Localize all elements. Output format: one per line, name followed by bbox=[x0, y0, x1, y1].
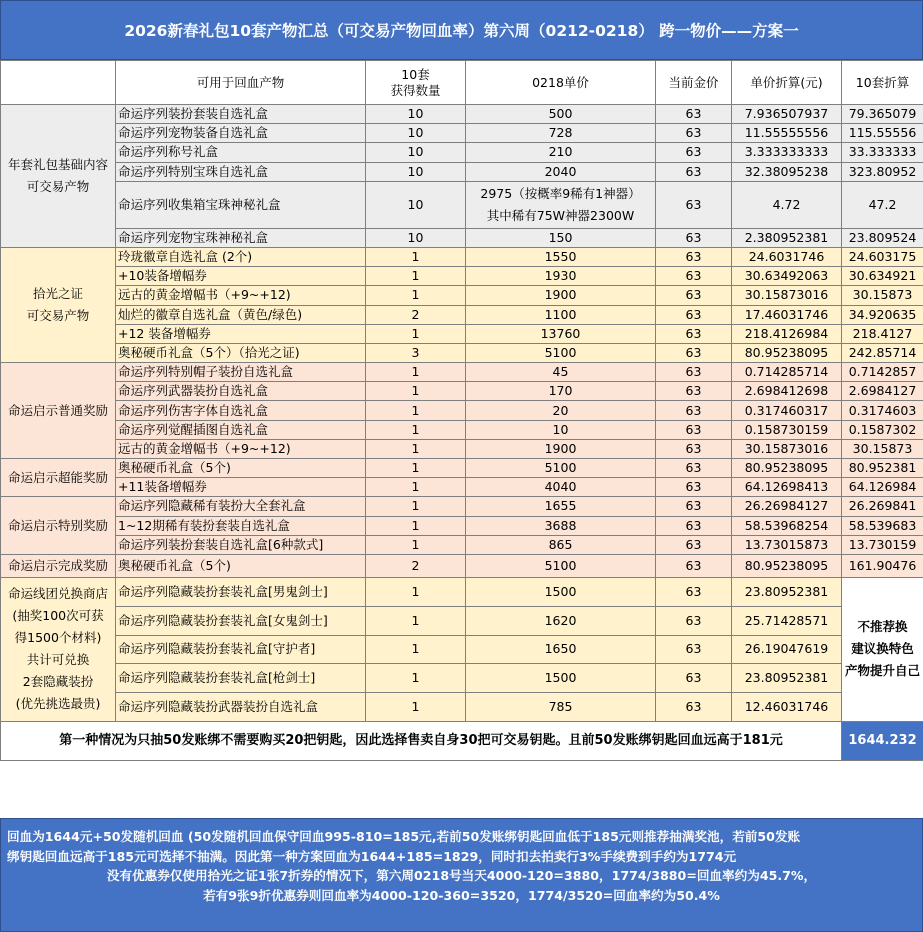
gold-price: 63 bbox=[656, 363, 732, 382]
product-name: 命运序列装扮套装自选礼盒 bbox=[116, 105, 366, 124]
not-recommended-note: 不推荐换 建议换特色 产物提升自己 bbox=[842, 577, 923, 721]
quantity: 1 bbox=[366, 635, 466, 664]
unit-price: 1550 bbox=[466, 247, 656, 266]
unit-yuan: 24.6031746 bbox=[732, 247, 842, 266]
quantity: 10 bbox=[366, 181, 466, 228]
product-name: +11装备增幅券 bbox=[116, 478, 366, 497]
gold-price: 63 bbox=[656, 420, 732, 439]
unit-price: 10 bbox=[466, 420, 656, 439]
total-yuan: 30.634921 bbox=[842, 267, 923, 286]
product-name: 奥秘硬币礼盒（5个) bbox=[116, 459, 366, 478]
group-label: 拾光之证 可交易产物 bbox=[1, 247, 116, 362]
header-row bbox=[1, 61, 923, 105]
unit-yuan: 23.80952381 bbox=[732, 664, 842, 693]
table-row bbox=[1, 343, 923, 362]
header-total-yuan: 10套折算 bbox=[842, 61, 923, 105]
group-label: 命运启示普通奖励 bbox=[1, 363, 116, 459]
gold-price: 63 bbox=[656, 459, 732, 478]
product-name: 命运序列宠物宝珠神秘礼盒 bbox=[116, 228, 366, 247]
quantity: 1 bbox=[366, 497, 466, 516]
total-yuan: 24.603175 bbox=[842, 247, 923, 266]
quantity: 10 bbox=[366, 143, 466, 162]
total-yuan: 0.3174603 bbox=[842, 401, 923, 420]
quantity: 1 bbox=[366, 693, 466, 722]
quantity: 1 bbox=[366, 577, 466, 606]
unit-price: 1900 bbox=[466, 439, 656, 458]
total-yuan: 30.15873 bbox=[842, 439, 923, 458]
quantity: 1 bbox=[366, 516, 466, 535]
gold-price: 63 bbox=[656, 554, 732, 577]
total-yuan: 30.15873 bbox=[842, 286, 923, 305]
total-yuan: 218.4127 bbox=[842, 324, 923, 343]
total-yuan: 79.365079 bbox=[842, 105, 923, 124]
product-name: 命运序列觉醒插图自选礼盒 bbox=[116, 420, 366, 439]
unit-price: 13760 bbox=[466, 324, 656, 343]
table-row bbox=[1, 478, 923, 497]
unit-price: 210 bbox=[466, 143, 656, 162]
product-name: 命运序列特别宝珠自选礼盒 bbox=[116, 162, 366, 181]
product-name: 命运序列隐藏装扮套装礼盒[枪剑士] bbox=[116, 664, 366, 693]
unit-price: 1620 bbox=[466, 606, 656, 635]
unit-yuan: 0.317460317 bbox=[732, 401, 842, 420]
gold-price: 63 bbox=[656, 228, 732, 247]
table-row bbox=[1, 228, 923, 247]
footer-line: 回血为1644元+50发随机回血 (50发随机回血保守回血995-810=185元,若前50发账绑钥匙回血低于185元则推荐抽满奖池，若前50发账 bbox=[7, 829, 801, 844]
total-yuan: 13.730159 bbox=[842, 535, 923, 554]
gold-price: 63 bbox=[656, 401, 732, 420]
table-row bbox=[1, 554, 923, 577]
product-name: 命运序列武器装扮自选礼盒 bbox=[116, 382, 366, 401]
table-row bbox=[1, 693, 923, 722]
unit-price: 5100 bbox=[466, 554, 656, 577]
header-quantity: 10套 获得数量 bbox=[366, 61, 466, 105]
quantity: 2 bbox=[366, 554, 466, 577]
table-row bbox=[1, 363, 923, 382]
unit-yuan: 4.72 bbox=[732, 181, 842, 228]
unit-yuan: 25.71428571 bbox=[732, 606, 842, 635]
gold-price: 63 bbox=[656, 305, 732, 324]
gold-price: 63 bbox=[656, 478, 732, 497]
unit-yuan: 2.380952381 bbox=[732, 228, 842, 247]
gold-price: 63 bbox=[656, 382, 732, 401]
header-gold-price: 当前金价 bbox=[656, 61, 732, 105]
group-label: 命运启示超能奖励 bbox=[1, 459, 116, 497]
unit-yuan: 58.53968254 bbox=[732, 516, 842, 535]
gold-price: 63 bbox=[656, 635, 732, 664]
unit-yuan: 23.80952381 bbox=[732, 577, 842, 606]
table-row bbox=[1, 577, 923, 606]
table-row bbox=[1, 497, 923, 516]
unit-yuan: 12.46031746 bbox=[732, 693, 842, 722]
quantity: 1 bbox=[366, 606, 466, 635]
product-name: 命运序列隐藏装扮套装礼盒[女鬼剑士] bbox=[116, 606, 366, 635]
total-yuan: 26.269841 bbox=[842, 497, 923, 516]
quantity: 10 bbox=[366, 124, 466, 143]
group-label: 命运启示完成奖励 bbox=[1, 554, 116, 577]
gold-price: 63 bbox=[656, 535, 732, 554]
unit-price: 5100 bbox=[466, 343, 656, 362]
unit-price: 1500 bbox=[466, 577, 656, 606]
product-name: 命运序列伤害字体自选礼盒 bbox=[116, 401, 366, 420]
quantity: 1 bbox=[366, 382, 466, 401]
unit-price: 150 bbox=[466, 228, 656, 247]
unit-price: 2975（按概率9稀有1神器） 其中稀有75W神器2300W bbox=[466, 181, 656, 228]
total-yuan: 0.1587302 bbox=[842, 420, 923, 439]
product-name: 命运序列隐藏装扮套装礼盒[男鬼剑士] bbox=[116, 577, 366, 606]
unit-yuan: 30.15873016 bbox=[732, 439, 842, 458]
table-row bbox=[1, 267, 923, 286]
table-row bbox=[1, 606, 923, 635]
gold-price: 63 bbox=[656, 497, 732, 516]
unit-yuan: 26.26984127 bbox=[732, 497, 842, 516]
header-unit-yuan: 单价折算(元) bbox=[732, 61, 842, 105]
gold-price: 63 bbox=[656, 162, 732, 181]
total-yuan: 242.85714 bbox=[842, 343, 923, 362]
unit-yuan: 80.95238095 bbox=[732, 343, 842, 362]
total-yuan: 47.2 bbox=[842, 181, 923, 228]
unit-yuan: 7.936507937 bbox=[732, 105, 842, 124]
product-name: 奥秘硬币礼盒（5个) bbox=[116, 554, 366, 577]
quantity: 10 bbox=[366, 162, 466, 181]
total-yuan: 34.920635 bbox=[842, 305, 923, 324]
unit-price: 865 bbox=[466, 535, 656, 554]
table-row bbox=[1, 143, 923, 162]
table-row bbox=[1, 162, 923, 181]
product-name: 奥秘硬币礼盒（5个）（拾光之证) bbox=[116, 343, 366, 362]
unit-yuan: 26.19047619 bbox=[732, 635, 842, 664]
unit-yuan: 80.95238095 bbox=[732, 554, 842, 577]
table-row bbox=[1, 420, 923, 439]
footer-line: 没有优惠券仅使用拾光之证1张7折券的情况下，第六周0218号当天4000-120=3880，1774/3880=回血率约为45.7%， bbox=[106, 868, 817, 883]
quantity: 1 bbox=[366, 664, 466, 693]
gold-price: 63 bbox=[656, 324, 732, 343]
product-name: 1~12期稀有装扮套装自选礼盒 bbox=[116, 516, 366, 535]
unit-price: 20 bbox=[466, 401, 656, 420]
product-name: 远古的黄金增幅书（+9~+12) bbox=[116, 286, 366, 305]
product-name: 命运序列隐藏稀有装扮大全套礼盒 bbox=[116, 497, 366, 516]
unit-yuan: 64.12698413 bbox=[732, 478, 842, 497]
unit-price: 728 bbox=[466, 124, 656, 143]
table-row bbox=[1, 664, 923, 693]
table-row bbox=[1, 535, 923, 554]
unit-yuan: 80.95238095 bbox=[732, 459, 842, 478]
product-name: 远古的黄金增幅书（+9~+12) bbox=[116, 439, 366, 458]
table-row bbox=[1, 286, 923, 305]
gold-price: 63 bbox=[656, 343, 732, 362]
gold-price: 63 bbox=[656, 105, 732, 124]
product-name: 命运序列隐藏装扮武器装扮自选礼盒 bbox=[116, 693, 366, 722]
unit-price: 1900 bbox=[466, 286, 656, 305]
unit-price: 785 bbox=[466, 693, 656, 722]
quantity: 1 bbox=[366, 420, 466, 439]
gold-price: 63 bbox=[656, 143, 732, 162]
table-row bbox=[1, 305, 923, 324]
table-row bbox=[1, 247, 923, 266]
gold-price: 63 bbox=[656, 606, 732, 635]
product-name: 命运序列装扮套装自选礼盒[6种款式] bbox=[116, 535, 366, 554]
unit-price: 45 bbox=[466, 363, 656, 382]
quantity: 1 bbox=[366, 247, 466, 266]
summary-row bbox=[1, 721, 923, 760]
unit-yuan: 2.698412698 bbox=[732, 382, 842, 401]
header-product: 可用于回血产物 bbox=[116, 61, 366, 105]
total-yuan: 323.80952 bbox=[842, 162, 923, 181]
gold-price: 63 bbox=[656, 124, 732, 143]
total-yuan: 161.90476 bbox=[842, 554, 923, 577]
table-row bbox=[1, 439, 923, 458]
quantity: 1 bbox=[366, 286, 466, 305]
product-name: +12 装备增幅券 bbox=[116, 324, 366, 343]
header-group bbox=[1, 61, 116, 105]
gold-price: 63 bbox=[656, 664, 732, 693]
gold-price: 63 bbox=[656, 439, 732, 458]
quantity: 1 bbox=[366, 439, 466, 458]
group-label: 命运启示特别奖励 bbox=[1, 497, 116, 555]
quantity: 1 bbox=[366, 459, 466, 478]
total-yuan: 33.333333 bbox=[842, 143, 923, 162]
quantity: 1 bbox=[366, 478, 466, 497]
unit-yuan: 0.714285714 bbox=[732, 363, 842, 382]
unit-price: 1650 bbox=[466, 635, 656, 664]
group-label: 年套礼包基础内容 可交易产物 bbox=[1, 105, 116, 248]
unit-price: 5100 bbox=[466, 459, 656, 478]
total-yuan: 2.6984127 bbox=[842, 382, 923, 401]
gold-price: 63 bbox=[656, 267, 732, 286]
product-name: 命运序列称号礼盒 bbox=[116, 143, 366, 162]
unit-price: 2040 bbox=[466, 162, 656, 181]
table-row bbox=[1, 124, 923, 143]
table-row bbox=[1, 516, 923, 535]
total-yuan: 0.7142857 bbox=[842, 363, 923, 382]
unit-price: 4040 bbox=[466, 478, 656, 497]
gold-price: 63 bbox=[656, 516, 732, 535]
product-name: 玲珑徽章自选礼盒 (2个) bbox=[116, 247, 366, 266]
unit-yuan: 0.158730159 bbox=[732, 420, 842, 439]
unit-yuan: 13.73015873 bbox=[732, 535, 842, 554]
table-row bbox=[1, 635, 923, 664]
unit-price: 1655 bbox=[466, 497, 656, 516]
table-row bbox=[1, 401, 923, 420]
unit-price: 170 bbox=[466, 382, 656, 401]
gold-price: 63 bbox=[656, 181, 732, 228]
table-row bbox=[1, 382, 923, 401]
total-yuan: 58.539683 bbox=[842, 516, 923, 535]
product-name: 命运序列特别帽子装扮自选礼盒 bbox=[116, 363, 366, 382]
product-name: 命运序列宠物装备自选礼盒 bbox=[116, 124, 366, 143]
table-row bbox=[1, 324, 923, 343]
recovery-table bbox=[0, 60, 923, 761]
total-yuan: 115.55556 bbox=[842, 124, 923, 143]
product-name: 命运序列收集箱宝珠神秘礼盒 bbox=[116, 181, 366, 228]
total-yuan: 80.952381 bbox=[842, 459, 923, 478]
unit-yuan: 3.333333333 bbox=[732, 143, 842, 162]
gold-price: 63 bbox=[656, 693, 732, 722]
quantity: 3 bbox=[366, 343, 466, 362]
table-row bbox=[1, 459, 923, 478]
unit-yuan: 30.63492063 bbox=[732, 267, 842, 286]
table-row bbox=[1, 105, 923, 124]
quantity: 10 bbox=[366, 105, 466, 124]
quantity: 2 bbox=[366, 305, 466, 324]
header-unit-price: 0218单价 bbox=[466, 61, 656, 105]
footer-notes bbox=[0, 818, 923, 932]
gold-price: 63 bbox=[656, 577, 732, 606]
page-title: 2026新春礼包10套产物汇总（可交易产物回血率）第六周（0212-0218） 跨一物价——方案一 bbox=[0, 0, 923, 60]
summary-text: 第一种情况为只抽50发账绑不需要购买20把钥匙，因此选择售卖自身30把可交易钥匙。且前50发账绑钥匙回血远高于181元 bbox=[1, 721, 842, 760]
product-name: +10装备增幅券 bbox=[116, 267, 366, 286]
gold-price: 63 bbox=[656, 286, 732, 305]
footer-line: 绑钥匙回血远高于185元可选择不抽满。因此第一种方案回血为1644+185=1829，同时扣去拍卖行3%手续费到手约为1774元 bbox=[7, 848, 737, 864]
quantity: 1 bbox=[366, 324, 466, 343]
unit-price: 1100 bbox=[466, 305, 656, 324]
unit-yuan: 218.4126984 bbox=[732, 324, 842, 343]
unit-price: 1930 bbox=[466, 267, 656, 286]
total-yuan: 23.809524 bbox=[842, 228, 923, 247]
unit-price: 500 bbox=[466, 105, 656, 124]
product-name: 灿烂的徽章自选礼盒（黄色/绿色) bbox=[116, 305, 366, 324]
group-label: 命运线团兑换商店 (抽奖100次可获 得1500个材料) 共计可兑换 2套隐藏装扮 (优先挑选最贵) bbox=[1, 577, 116, 721]
quantity: 1 bbox=[366, 363, 466, 382]
gold-price: 63 bbox=[656, 247, 732, 266]
unit-price: 3688 bbox=[466, 516, 656, 535]
quantity: 10 bbox=[366, 228, 466, 247]
product-name: 命运序列隐藏装扮套装礼盒[守护者] bbox=[116, 635, 366, 664]
unit-yuan: 30.15873016 bbox=[732, 286, 842, 305]
quantity: 1 bbox=[366, 401, 466, 420]
quantity: 1 bbox=[366, 267, 466, 286]
summary-total: 1644.232 bbox=[842, 721, 923, 760]
total-yuan: 64.126984 bbox=[842, 478, 923, 497]
unit-price: 1500 bbox=[466, 664, 656, 693]
unit-yuan: 32.38095238 bbox=[732, 162, 842, 181]
footer-line: 若有9张9折优惠券则回血率为4000-120-360=3520，1774/3520=回血率约为50.4% bbox=[203, 887, 720, 903]
quantity: 1 bbox=[366, 535, 466, 554]
unit-yuan: 11.55555556 bbox=[732, 124, 842, 143]
table-row bbox=[1, 181, 923, 228]
unit-yuan: 17.46031746 bbox=[732, 305, 842, 324]
